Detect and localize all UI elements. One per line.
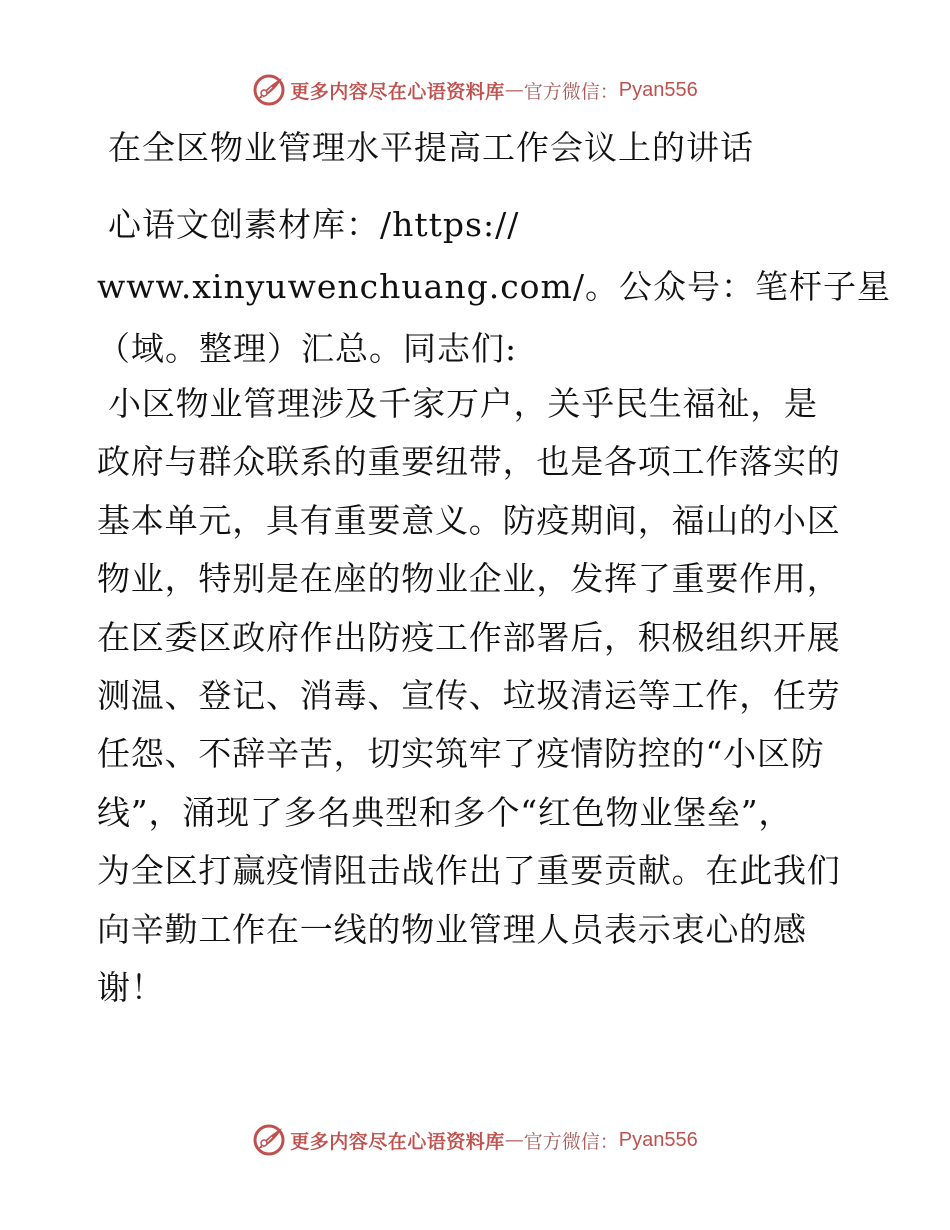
body-line: 小区物业管理涉及千家万户，关乎民生福祉，是 [108,384,818,423]
source-paragraph [97,194,891,380]
body-line: 基本单元，具有重要意义。防疫期间，福山的小区 [97,500,841,540]
body-line: 在区委区政府作出防疫工作部署后，积极组织开展 [97,617,841,657]
body-line: 测温、登记、消毒、宣传、垃圾清运等工作，任劳 [97,676,841,716]
source-line: （域。整理）汇总。同志们: [97,329,518,368]
banner-text: 更多内容尽在心语资料库 [290,80,505,103]
source-line: www.xinyuwenchuang.com/。公众号：笔杆子星 [97,267,891,306]
banner-text: 更多内容尽在心语资料库 [290,1130,505,1153]
banner-wechat-label: 官方微信： [523,80,619,103]
footer-banner [0,1120,950,1160]
body-line: 任怨、不辞辛苦，切实筑牢了疫情防控的“小区防 [97,734,825,774]
banner-wechat-id: Pyan556 [618,1128,698,1151]
body-line: 谢！ [97,968,165,1008]
body-line: 线”，涌现了多名典型和多个“红色物业堡垒”， [97,792,793,832]
body-paragraph [97,375,857,1017]
quill-pen-circle-logo-icon [252,73,286,107]
body-line: 向辛勤工作在一线的物业管理人员表示衷心的感 [97,909,807,949]
body-line: 政府与群众联系的重要纽带，也是各项工作落实的 [97,442,841,482]
quill-pen-circle-logo-icon [252,1123,286,1157]
document-title: 在全区物业管理水平提高工作会议上的讲话 [108,128,754,167]
body-line: 为全区打赢疫情阻击战作出了重要贡献。在此我们 [97,851,841,891]
banner-separator: — [504,1129,524,1151]
body-line: 物业，特别是在座的物业企业，发挥了重要作用， [97,559,841,599]
header-banner [0,70,950,110]
banner-wechat-id: Pyan556 [618,78,698,101]
banner-separator: — [504,79,524,101]
banner-wechat-label: 官方微信： [523,1130,619,1153]
source-line: 心语文创素材库：/https:// [108,205,520,244]
